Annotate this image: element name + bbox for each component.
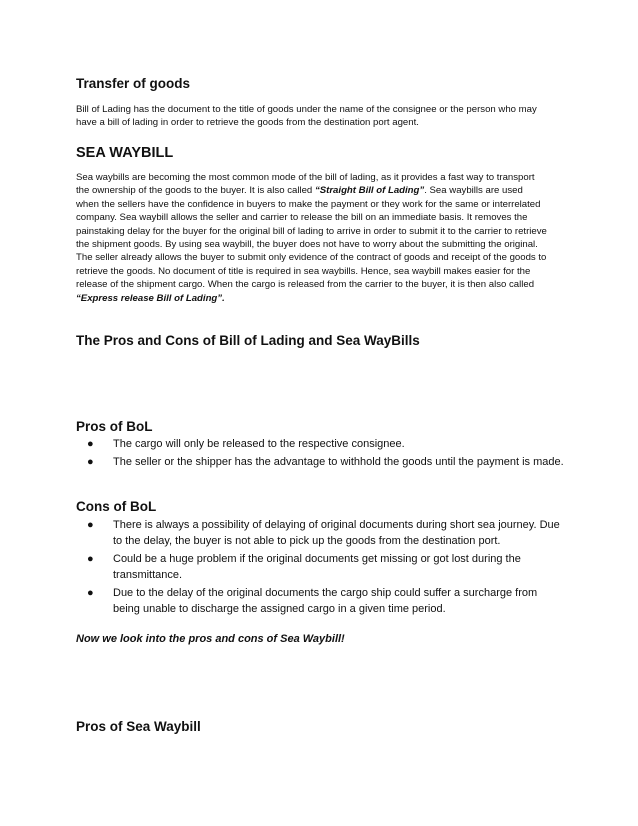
- list-item: ● The cargo will only be released to the respective consignee.: [87, 438, 405, 450]
- text-line: retrieve the goods. No document of title is required in sea waybills. Hence, sea waybill makes easier for the: [76, 265, 531, 277]
- text-line: when the sellers have the confidence in buyers to make the payment or they work for the same or interrelated: [76, 198, 541, 210]
- text-line: Bill of Lading has the document to the title of goods under the name of the consignee or the person who may: [76, 104, 537, 115]
- list-item: ● Could be a huge problem if the original documents get missing or got lost during the transmittance.: [87, 553, 521, 581]
- text-line: have a bill of lading in order to retrieve the goods from the destination port agent.: [76, 117, 419, 129]
- bullet-icon: ●: [87, 456, 94, 468]
- heading-sea-waybill: SEA WAYBILL: [76, 145, 174, 161]
- bullet-icon: ●: [87, 438, 94, 450]
- bullet-icon: ●: [87, 519, 94, 531]
- heading-pros-of-sea-waybill: Pros of Sea Waybill: [76, 719, 201, 734]
- text-line: company. Sea waybill allows the seller and carrier to release the bill on an immediate basis. It removes the: [76, 212, 528, 224]
- pros-bol-list: [87, 436, 577, 472]
- text-line: painstaking delay for the buyer for the original bill of lading to arrive in order to submit it to the carrier to retrieve: [76, 225, 547, 237]
- heading-transfer-of-goods: Transfer of goods: [76, 76, 191, 91]
- heading-pros-cons: The Pros and Cons of Bill of Lading and Sea WayBills: [76, 333, 420, 348]
- list-item: ● Due to the delay of the original documents the cargo ship could suffer a surcharge from being unable to discharge the assigned cargo in a given time period.: [87, 587, 538, 615]
- text-line: the ownership of the goods to the buyer. It is also called “Straight Bill of Lading”. Sea waybills are used: [76, 185, 523, 197]
- list-item: ● There is always a possibility of delaying of original documents during short sea journey. Due to the delay, the buyer is not able to pick up the goods from the destination port.: [87, 519, 560, 547]
- express-release-term: “Express release Bill of Lading”.: [76, 292, 225, 304]
- text-line: The seller already allows the buyer to submit only evidence of the contract of goods and receipt of the goods to: [76, 252, 547, 264]
- bullet-icon: ●: [87, 553, 94, 565]
- list-item: ● The seller or the shipper has the advantage to withhold the goods until the payment is made.: [87, 456, 564, 468]
- heading-cons-of-bol: Cons of BoL: [76, 499, 157, 514]
- sea-waybill-intro: Now we look into the pros and cons of Sea Waybill!: [76, 633, 345, 645]
- text-line: release of the shipment cargo. When the cargo is released from the carrier to the buyer, it is then also called: [76, 279, 535, 291]
- heading-pros-of-bol: Pros of BoL: [76, 419, 153, 434]
- transfer-paragraph: [76, 103, 537, 130]
- straight-bill-term: “Straight Bill of Lading”: [314, 185, 425, 197]
- bullet-icon: ●: [87, 587, 94, 599]
- cons-bol-list: [87, 517, 577, 619]
- sea-waybill-paragraph: [76, 171, 547, 305]
- text-line: the shipment goods. By using sea waybill, the buyer does not have to worry about the submitting the original.: [76, 239, 538, 251]
- text-line: Sea waybills are becoming the most common mode of the bill of lading, as it provides a fast way to transport: [76, 172, 535, 183]
